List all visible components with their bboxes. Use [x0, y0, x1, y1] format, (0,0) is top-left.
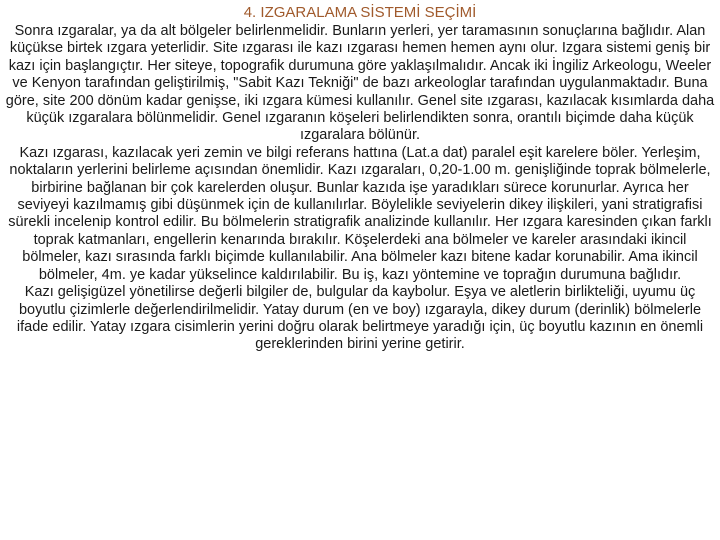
paragraph-1: Sonra ızgaralar, ya da alt bölgeler belirlenmelidir. Bunların yerleri, yer taramasının sonuçlarına bağlıdır. Alan küçükse birtek ızgara yeterlidir. Site ızgarası ile kazı ızgarası hemen hemen aynı olur. Izgara sistemi geniş bir kazı için başlangıçtır. Her siteye, topografik durumuna göre yaklaşılmalıdır. Ancak iki İngiliz Arkeologu, Weeler ve Kenyon tarafından geliştirilmiş, "Sabit Kazı Tekniği" de bazı arkeologlar tarafından uygulanmaktadır. Buna göre, site 200 dönüm kadar genişse, iki ızgara kümesi kullanılır. Genel site ızgarası, kazılacak kısımlarda daha küçük ızgaralara bölünmelidir. Genel ızgaranın köşeleri belirlendikten sonra, orantılı biçimde daha küçük ızgaralara bölünür.	[5, 23, 715, 144]
slide-body	[4, 23, 716, 354]
paragraph-3: Kazı gelişigüzel yönetilirse değerli bilgiler de, bulgular da kaybolur. Eşya ve aletlerin birlikteliği, uyumu üç boyutlu çizimlerle değerlendirilmelidir. Yatay durum (en ve boy) ızgarayla, dikey durum (derinlik) bölmelerle ifade edilir. Yatay ızgara cisimlerin yerini doğru olarak belirtmeye yaradığı için, üç boyutlu kazının en önemli gereklerinden birini yerine getirir.	[16, 284, 704, 353]
paragraph-2: Kazı ızgarası, kazılacak yeri zemin ve bilgi referans hattına (Lat.a dat) paralel eşit karelere böler. Yerleşim, noktaların yerlerini belirleme açısından önemlidir. Kazı ızgaraları, 0,20-1.00 m. genişliğinde toprak bölmelerle, birbirine bağlanan bir çok karelerden oluşur. Bunlar kazıda işe yaradıkları sürece korunurlar. Ayrıca her seviyeyi kazılmamış gibi düşünmek için de kullanılırlar. Böylelikle seviyelerin dikey ilişkileri, yani stratigrafisi sürekli incelenip kontrol edilir. Bu bölmelerin stratigrafik analizinde kullanılır. Her ızgara karesinden çıkan farklı toprak katmanları, engellerin kenarında bırakılır. Köşelerdeki ana bölmeler ve kareler arasındaki ikincil bölmeler, kazı sırasında farklı biçimde kullanılabilir. Ana bölmeler kazı bitene kadar korunabilir. Ama ikincil bölmeler, 4m. ye kadar yükselince kaldırılabilir. Bu iş, kazı yöntemine ve toprağın durumuna bağlıdır.	[8, 144, 712, 283]
slide-title: 4. IZGARALAMA SİSTEMİ SEÇİMİ	[243, 4, 477, 21]
